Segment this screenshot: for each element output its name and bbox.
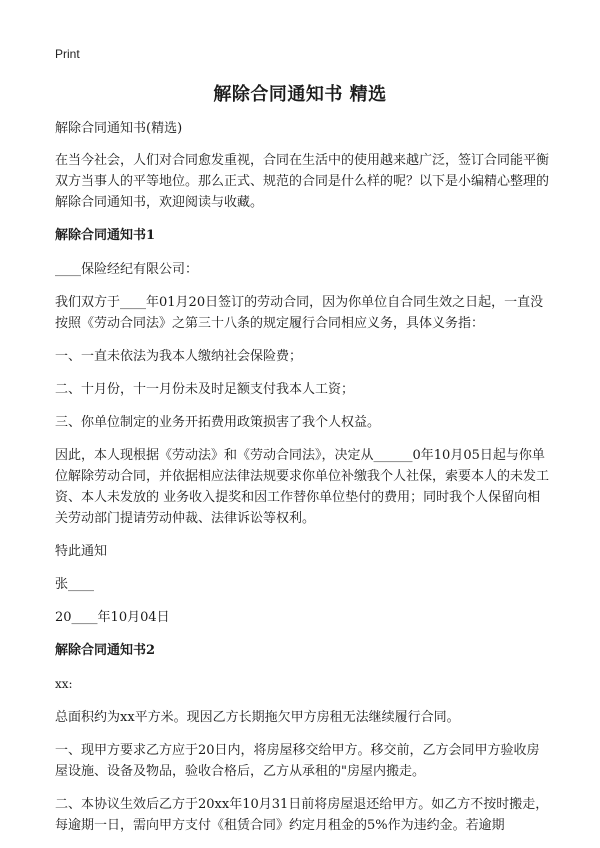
section-2-heading: 解除合同通知书2	[55, 643, 156, 658]
section-1-paragraph-2: 因此，本人现根据《劳动法》和《劳动合同法》，决定从______0年10月05日起与你单位解除劳动合同，并依据相应法律法规要求你单位补缴我个人社保，索要本人的未发工资、本人未发放的 业务收入提奖和因工作替你单位垫付的费用；同时我个人保留向相关劳动部门提请劳动仲裁、法律诉讼等权利。	[55, 448, 550, 526]
section-1-paragraph-1: 我们双方于____年01月20日签订的劳动合同，因为你单位自合同生效之日起，一直没按照《劳动合同法》之第三十八条的规定履行合同相应义务，具体义务指：	[55, 295, 544, 331]
section-1-closing: 特此通知	[55, 544, 108, 559]
section-1-heading: 解除合同通知书1	[55, 228, 156, 243]
section-2-addressee: xx:	[55, 677, 73, 691]
section-1-item-3: 三、你单位制定的业务开拓费用政策损害了我个人权益。	[55, 415, 381, 430]
section-1-date: 20____年10月04日	[55, 610, 170, 625]
section-2-item-1: 一、现甲方要求乙方应于20日内，将房屋移交给甲方。移交前，乙方会同甲方验收房屋设施、设备及物品，验收合格后，乙方从承租的"房屋内搬走。	[55, 743, 540, 779]
section-2-paragraph-1: 总面积约为xx平方米。现因乙方长期拖欠甲方房租无法继续履行合同。	[55, 710, 460, 725]
section-1-item-1: 一、一直未依法为我本人缴纳社会保险费；	[55, 349, 303, 364]
section-1-addressee: ____保险经纪有限公司：	[55, 262, 199, 277]
section-1-signature: 张____	[55, 577, 95, 592]
document-body	[55, 118, 550, 848]
intro-paragraph: 在当今社会，人们对合同愈发重视，合同在生活中的使用越来越广泛，签订合同能平衡双方当事人的平等地位。那么正式、规范的合同是什么样的呢？以下是小编精心整理的解除合同通知书，欢迎阅读与收藏。	[55, 153, 550, 210]
page-title: 解除合同通知书 精选	[213, 84, 387, 105]
section-1-item-2: 二、十月份，十一月份未及时足额支付我本人工资；	[55, 382, 355, 397]
print-link[interactable]: Print	[55, 47, 80, 61]
document-subtitle: 解除合同通知书(精选)	[55, 121, 183, 136]
section-2-item-2: 二、本协议生效后乙方于20xx年10月31日前将房屋退还给甲方。如乙方不按时搬走，每逾期一日，需向甲方支付《租赁合同》约定月租金的5%作为违约金。若逾期	[55, 797, 549, 833]
